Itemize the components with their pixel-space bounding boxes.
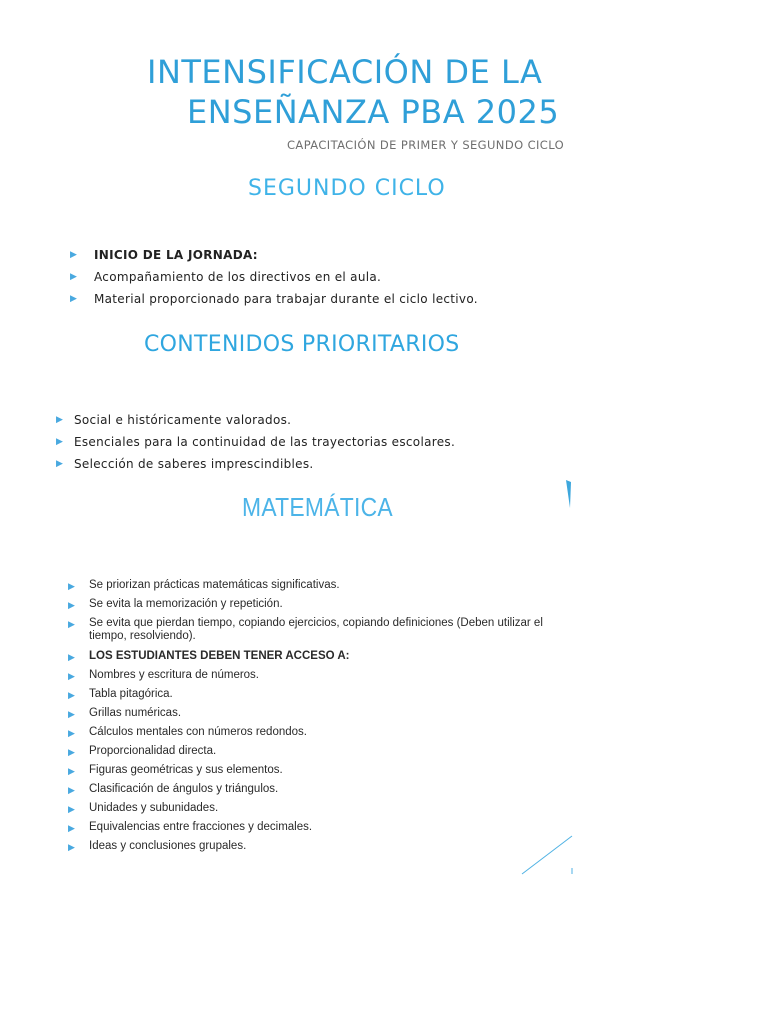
list-item: ▶ Acompañamiento de los directivos en el aula. — [70, 270, 382, 284]
decorative-stroke-top — [562, 478, 574, 512]
list-item: ▶ Cálculos mentales con números redondos. — [68, 726, 307, 738]
subtitle: CAPACITACIÓN DE PRIMER Y SEGUNDO CICLO — [287, 138, 565, 152]
list-item: ▶ INICIO DE LA JORNADA: — [70, 248, 258, 262]
list-item: ▶ Se evita la memorización y repetición. — [68, 598, 283, 610]
triangle-bullet-icon: ▶ — [56, 415, 64, 425]
list-matematica — [68, 579, 568, 859]
list-contenidos — [56, 413, 455, 479]
triangle-bullet-icon: ▶ — [56, 437, 64, 447]
list-item: ▶ Selección de saberes imprescindibles. — [56, 457, 314, 471]
triangle-bullet-icon: ▶ — [70, 272, 78, 282]
list-item: ▶ Se priorizan prácticas matemáticas significativas. — [68, 579, 340, 591]
triangle-bullet-icon: ▶ — [70, 250, 78, 260]
list-item: ▶ Unidades y subunidades. — [68, 802, 219, 814]
triangle-bullet-icon: ▶ — [68, 581, 75, 591]
list-item: ▶ Social e históricamente valorados. — [56, 413, 292, 427]
triangle-bullet-icon: ▶ — [68, 785, 75, 795]
triangle-bullet-icon: ▶ — [68, 842, 75, 852]
triangle-bullet-icon: ▶ — [68, 709, 75, 719]
title-line-1: INTENSIFICACIÓN DE LA — [147, 53, 543, 91]
list-item: ▶ Tabla pitagórica. — [68, 688, 173, 700]
triangle-bullet-icon: ▶ — [68, 747, 75, 757]
list-item: ▶ Grillas numéricas. — [68, 707, 182, 719]
title-line-2: ENSEÑANZA PBA 2025 — [187, 93, 560, 131]
triangle-bullet-icon: ▶ — [70, 294, 78, 304]
triangle-bullet-icon: ▶ — [68, 619, 75, 629]
list-item: ▶ Proporcionalidad directa. — [68, 745, 217, 757]
triangle-bullet-icon: ▶ — [68, 600, 75, 610]
triangle-bullet-icon: ▶ — [68, 671, 75, 681]
list-item: ▶ Esenciales para la continuidad de las trayectorias escolares. — [56, 435, 456, 449]
list-item: ▶ LOS ESTUDIANTES DEBEN TENER ACCESO A: — [68, 650, 350, 662]
heading-matematica: MATEMÁTICA — [242, 492, 393, 522]
list-item: ▶ Clasificación de ángulos y triángulos. — [68, 783, 279, 795]
list-segundo-ciclo — [70, 248, 478, 314]
triangle-bullet-icon: ▶ — [68, 804, 75, 814]
triangle-bullet-icon: ▶ — [68, 766, 75, 776]
list-item: ▶ Equivalencias entre fracciones y decimales. — [68, 821, 313, 833]
triangle-bullet-icon: ▶ — [68, 728, 75, 738]
list-item: ▶ Material proporcionado para trabajar durante el ciclo lectivo. — [70, 292, 478, 306]
heading-segundo-ciclo: SEGUNDO CICLO — [248, 176, 446, 201]
list-item: ▶ Nombres y escritura de números. — [68, 669, 260, 681]
list-item: ▶ Ideas y conclusiones grupales. — [68, 840, 247, 852]
triangle-bullet-icon: ▶ — [68, 823, 75, 833]
page-title — [147, 52, 559, 132]
list-item: ▶ Se evita que pierdan tiempo, copiando ejercicios, copiando definiciones (Deben utilizar el tiempo, resolviendo). — [68, 617, 543, 642]
list-item: ▶ Figuras geométricas y sus elementos. — [68, 764, 283, 776]
triangle-bullet-icon: ▶ — [56, 459, 64, 469]
decorative-stroke-bottom — [518, 832, 578, 878]
heading-contenidos-prioritarios: CONTENIDOS PRIORITARIOS — [144, 332, 460, 357]
triangle-bullet-icon: ▶ — [68, 652, 75, 662]
triangle-bullet-icon: ▶ — [68, 690, 75, 700]
